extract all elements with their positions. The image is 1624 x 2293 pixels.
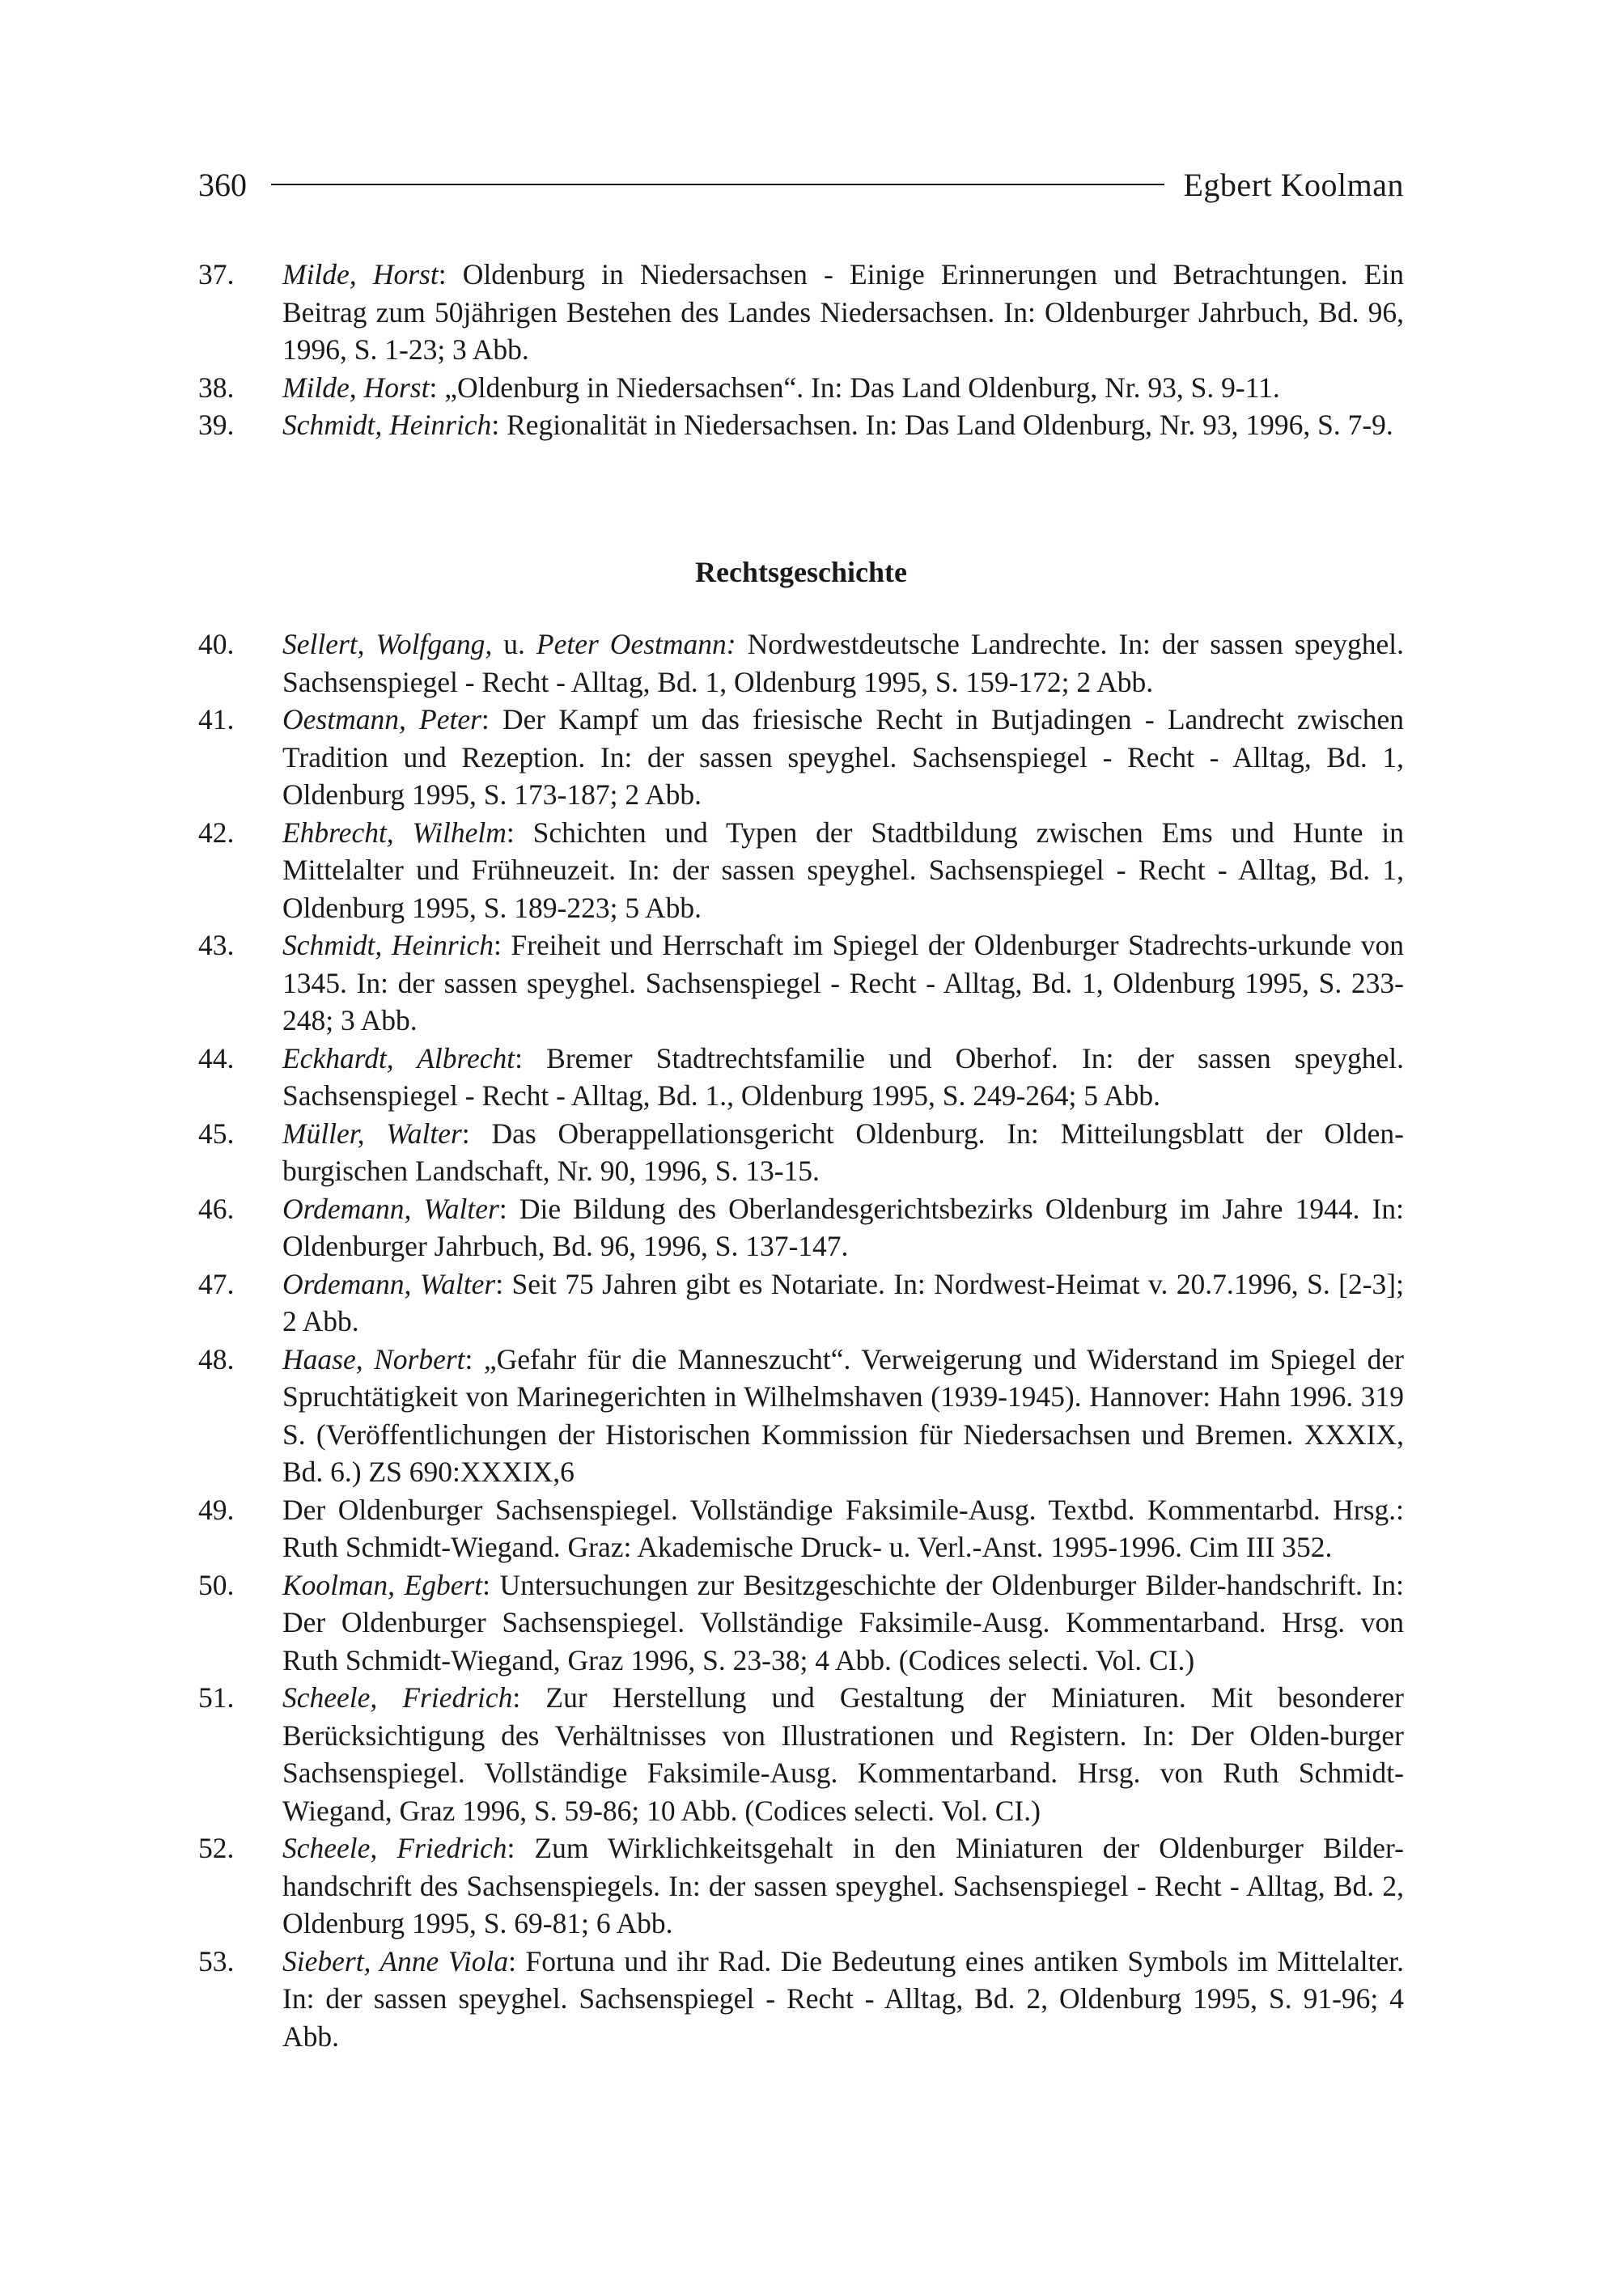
- entry-text: Bremer Stadtrechtsfamilie und Oberhof. In: der sassen speyghel. Sachsenspiegel - Recht - Alltag, Bd. 1., Oldenburg 1995, S. 249-264; 5 Abb.: [282, 1041, 1404, 1112]
- entry-author: Milde, Horst: [282, 258, 439, 290]
- bibliography-entry: [198, 1566, 1404, 1680]
- entry-separator: :: [494, 929, 511, 961]
- bibliography-entry: [198, 1265, 1404, 1341]
- entry-text: Die Bildung des Oberlandesgerichtsbezirks Oldenburg im Jahre 1944. In: Oldenburger Jahrbuch, Bd. 96, 1996, S. 137-147.: [282, 1192, 1405, 1262]
- entry-number: 46.: [198, 1192, 235, 1225]
- entry-number: 40.: [198, 628, 235, 660]
- entry-separator: :: [515, 1041, 547, 1074]
- entry-text: Nordwestdeutsche Landrechte. In: der sassen speyghel. Sachsenspiegel - Recht - Alltag, Bd. 1, Oldenburg 1995, S. 159-172; 2 Abb.: [282, 628, 1404, 698]
- entry-author: Haase, Norbert: [282, 1342, 465, 1375]
- bibliography-entry: [198, 926, 1404, 1040]
- bibliography-entry: [198, 1679, 1404, 1829]
- entry-number: 48.: [198, 1342, 235, 1375]
- entry-separator: :: [491, 409, 507, 441]
- page-number: 360: [198, 166, 247, 203]
- entry-author: Koolman, Egbert: [282, 1568, 483, 1601]
- entry-separator: :: [512, 1681, 546, 1714]
- entry-number: 51.: [198, 1681, 235, 1714]
- bibliography-entry: [198, 1115, 1404, 1190]
- entry-number: 47.: [198, 1267, 235, 1300]
- entry-text: „Oldenburg in Niedersachsen“. In: Das Land Oldenburg, Nr. 93, S. 9-11.: [444, 371, 1280, 404]
- entry-number: 44.: [198, 1041, 235, 1074]
- entry-separator: :: [508, 1944, 526, 1977]
- entry-text: Der Kampf um das friesische Recht in Butjadingen - Landrecht zwischen Tradition und Rezeption. In: der sassen speyghel. Sachsenspiegel - Recht - Alltag, Bd. 1, Oldenburg 1995, S. 173-187; 2 Abb.: [282, 703, 1404, 811]
- entry-number: 49.: [198, 1493, 235, 1526]
- entry-author: Siebert, Anne Viola: [282, 1944, 509, 1977]
- entry-number: 42.: [198, 816, 235, 849]
- bibliography-entry: [198, 1943, 1404, 2056]
- entry-separator: :: [429, 371, 445, 404]
- bibliography-entry: [198, 1040, 1404, 1115]
- entry-separator: :: [438, 258, 463, 290]
- bibliography-entry: [198, 1491, 1404, 1566]
- entry-text: Zur Herstellung und Gestaltung der Miniaturen. Mit besonderer Berücksichtigung des Verhältnisses von Illustrationen und Registern. In: Der Olden-burger Sachsenspiegel. Vollständige Faksimile-Ausg. Kommentarband. Hrsg. von Ruth Schmidt-Wiegand, Graz 1996, S. 59-86; 10 Abb. (Codices selecti. Vol. CI.): [282, 1681, 1404, 1827]
- entry-author: Ordemann, Walter: [282, 1192, 499, 1225]
- entry-text: Regionalität in Niedersachsen. In: Das Land Oldenburg, Nr. 93, 1996, S. 7-9.: [507, 409, 1393, 441]
- entry-coauthor: Peter Oestmann:: [536, 628, 736, 660]
- entry-author: Müller, Walter: [282, 1117, 462, 1150]
- bibliography-list-top: [198, 256, 1404, 444]
- entry-text: Zum Wirklichkeitsgehalt in den Miniaturen der Oldenburger Bilder-handschrift des Sachsenspiegels. In: der sassen speyghel. Sachsenspiegel - Recht - Alltag, Bd. 2, Oldenburg 1995, S. 69-81; 6 Abb.: [282, 1832, 1404, 1939]
- entry-text: Oldenburg in Niedersachsen - Einige Erinnerungen und Betrachtungen. Ein Beitrag zum 50jährigen Bestehen des Landes Niedersachsen. In: Oldenburger Jahrbuch, Bd. 96, 1996, S. 1-23; 3 Abb.: [282, 258, 1404, 366]
- bibliography-entry: [198, 701, 1404, 814]
- entry-author: Schmidt, Heinrich: [282, 409, 492, 441]
- entry-separator: :: [495, 1267, 512, 1300]
- entry-separator: :: [507, 1832, 535, 1864]
- bibliography-entry: [198, 369, 1404, 407]
- entry-number: 37.: [198, 258, 235, 290]
- entry-number: 45.: [198, 1117, 235, 1150]
- entry-author: Scheele, Friedrich: [282, 1832, 507, 1864]
- entry-separator: :: [506, 816, 533, 849]
- entry-number: 52.: [198, 1832, 235, 1864]
- entry-author: Scheele, Friedrich: [282, 1681, 513, 1714]
- entry-number: 39.: [198, 409, 235, 441]
- entry-number: 43.: [198, 929, 235, 961]
- entry-author: Schmidt, Heinrich: [282, 929, 494, 961]
- entry-text: Seit 75 Jahren gibt es Notariate. In: Nordwest-Heimat v. 20.7.1996, S. [2-3]; 2 Abb.: [282, 1267, 1404, 1337]
- entry-author: Sellert, Wolfgang,: [282, 628, 493, 660]
- entry-separator: :: [498, 1192, 519, 1225]
- bibliography-entry: [198, 1190, 1404, 1265]
- entry-separator: :: [464, 1342, 484, 1375]
- bibliography-entry: [198, 256, 1404, 369]
- entry-text: Fortuna und ihr Rad. Die Bedeutung eines antiken Symbols im Mittelalter. In: der sassen speyghel. Sachsenspiegel - Recht - Alltag, Bd. 2, Oldenburg 1995, S. 91-96; 4 Abb.: [282, 1944, 1404, 2053]
- entry-author: Ordemann, Walter: [282, 1267, 496, 1300]
- entry-number: 53.: [198, 1944, 235, 1977]
- entry-text: „Gefahr für die Manneszucht“. Verweigerung und Widerstand im Spiegel der Spruchtätigkeit von Marinegerichten in Wilhelmshaven (1939-1945). Hannover: Hahn 1996. 319 S. (Veröffentlichungen der Historischen Kommission für Niedersachsen und Bremen. XXXIX, Bd. 6.) ZS 690:XXXIX,6: [282, 1342, 1405, 1488]
- entry-author: Eckhardt, Albrecht: [282, 1041, 515, 1074]
- entry-number: 38.: [198, 371, 235, 404]
- bibliography-entry: [198, 1829, 1404, 1943]
- entry-number: 41.: [198, 703, 235, 735]
- bibliography-entry: [198, 814, 1404, 927]
- section-heading: Rechtsgeschichte: [695, 556, 907, 588]
- running-header: [198, 164, 1404, 205]
- bibliography-entry: [198, 1341, 1404, 1491]
- entry-separator: :: [481, 703, 502, 735]
- entry-text: Der Oldenburger Sachsenspiegel. Vollständige Faksimile-Ausg. Textbd. Kommentarbd. Hrsg.: Ruth Schmidt-Wiegand. Graz: Akademische Druck- u. Verl.-Anst. 1995-1996. Cim III 352.: [282, 1493, 1404, 1563]
- entry-author: Oestmann, Peter: [282, 703, 481, 735]
- bibliography-list-main: [198, 625, 1404, 2055]
- entry-separator: :: [482, 1568, 500, 1601]
- entry-separator: :: [461, 1117, 492, 1150]
- entry-text: Freiheit und Herrschaft im Spiegel der Oldenburger Stadrechts-urkunde von 1345. In: der sassen speyghel. Sachsenspiegel - Recht - Alltag, Bd. 1, Oldenburg 1995, S. 233-248; 3 Abb.: [282, 929, 1404, 1036]
- header-author: Egbert Koolman: [1183, 166, 1404, 203]
- entry-author: Milde, Horst: [282, 371, 430, 404]
- entry-text: Untersuchungen zur Besitzgeschichte der Oldenburger Bilder-handschrift. In: Der Oldenburger Sachsenspiegel. Vollständige Faksimile-Ausg. Kommentarband. Hrsg. von Ruth Schmidt-Wiegand, Graz 1996, S. 23-38; 4 Abb. (Codices selecti. Vol. CI.): [282, 1568, 1404, 1676]
- entry-author: Ehbrecht, Wilhelm: [282, 816, 507, 849]
- entry-text: Das Oberappellationsgericht Oldenburg. In: Mitteilungsblatt der Olden-burgischen Landschaft, Nr. 90, 1996, S. 13-15.: [282, 1117, 1404, 1187]
- entry-separator: u.: [492, 628, 536, 660]
- entry-number: 50.: [198, 1568, 235, 1601]
- header-rule: [271, 184, 1164, 185]
- bibliography-entry: [198, 406, 1404, 444]
- bibliography-entry: [198, 625, 1404, 701]
- entry-text: Schichten und Typen der Stadtbildung zwischen Ems und Hunte in Mittelalter und Frühneuzeit. In: der sassen speyghel. Sachsenspiegel - Recht - Alltag, Bd. 1, Oldenburg 1995, S. 189-223; 5 Abb.: [282, 816, 1404, 924]
